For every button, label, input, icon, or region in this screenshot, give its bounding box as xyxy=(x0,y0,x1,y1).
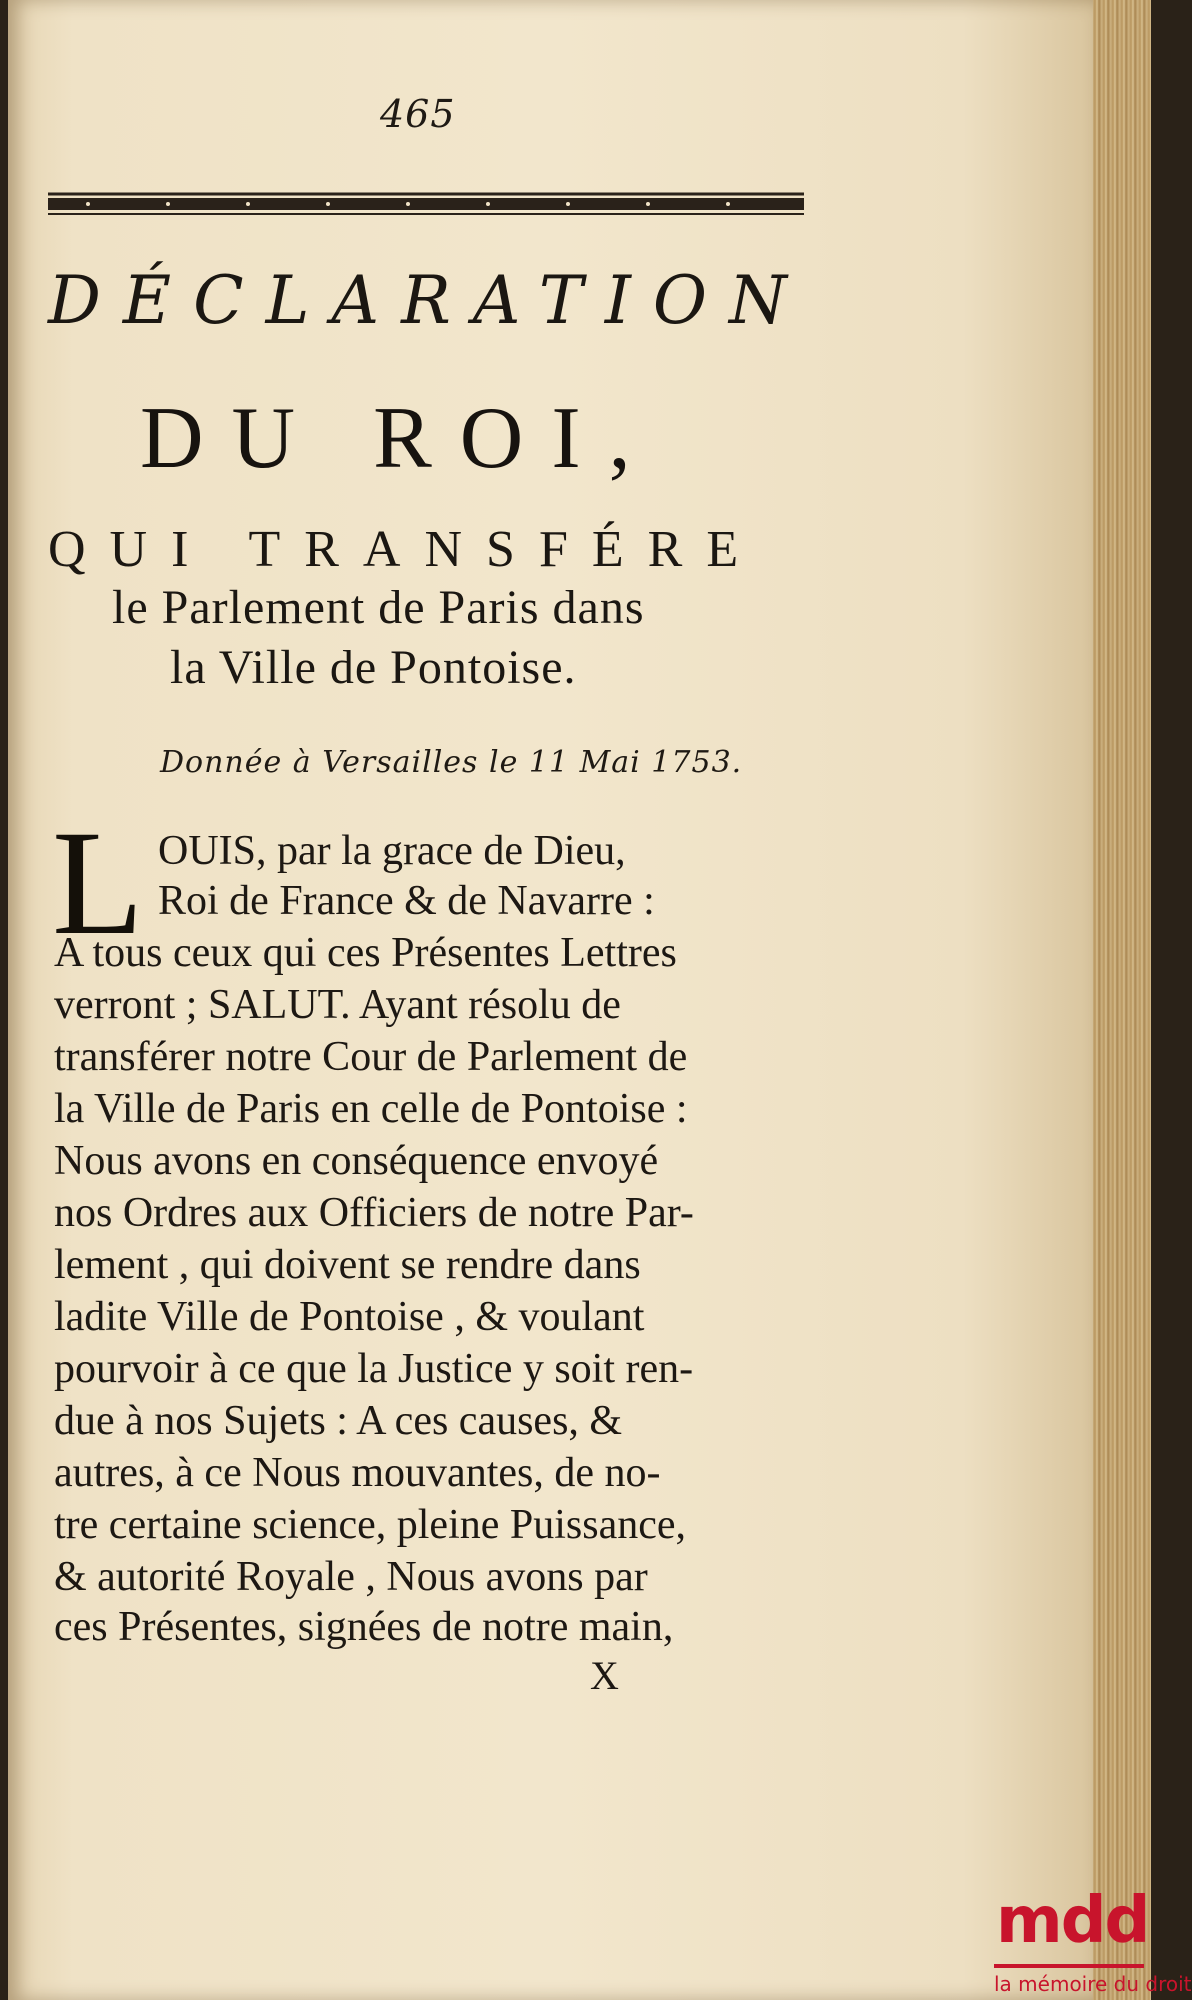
title-line-1: DÉCLARATION xyxy=(48,262,809,339)
body-line: transférer notre Cour de Parlement de xyxy=(54,1034,688,1080)
page-edges xyxy=(1093,0,1151,2000)
body-line: ces Présentes, signées de notre main, xyxy=(54,1604,674,1650)
title-line-4: le Parlement de Paris dans xyxy=(112,581,645,634)
body-line: verront ; SALUT. Ayant résolu de xyxy=(54,982,621,1028)
title-line-3: QUI TRANSFÉRE xyxy=(48,521,763,578)
body-line: & autorité Royale , Nous avons par xyxy=(54,1554,648,1600)
title-line-2: DU ROI, xyxy=(140,390,659,487)
dated-line: Donnée à Versailles le 11 Mai 1753. xyxy=(160,745,743,780)
drop-cap: L xyxy=(52,800,144,966)
title-line-5: la Ville de Pontoise. xyxy=(170,641,577,694)
page-number: 465 xyxy=(380,92,456,136)
body-line: Nous avons en conséquence envoyé xyxy=(54,1138,659,1184)
body-line: tre certaine science, pleine Puissance, xyxy=(54,1502,687,1548)
catchword: X xyxy=(590,1653,619,1698)
body-line: la Ville de Paris en celle de Pontoise : xyxy=(54,1086,688,1132)
body-line: pourvoir à ce que la Justice y soit ren- xyxy=(54,1346,694,1392)
body-line: due à nos Sujets : A ces causes, & xyxy=(54,1398,623,1444)
ornamental-rule xyxy=(48,188,804,218)
body-line: nos Ordres aux Officiers de notre Par- xyxy=(54,1190,694,1236)
body-line: OUIS, par la grace de Dieu, xyxy=(158,828,626,874)
body-line: Roi de France & de Navarre : xyxy=(158,878,655,924)
body-line: autres, à ce Nous mouvantes, de no- xyxy=(54,1450,661,1496)
body-line: ladite Ville de Pontoise , & voulant xyxy=(54,1294,645,1340)
logo-tagline: la mémoire du droit xyxy=(994,1972,1192,1996)
mdd-logo: mdd xyxy=(996,1884,1149,1958)
body-line: A tous ceux qui ces Présentes Lettres xyxy=(54,930,677,976)
logo-underline xyxy=(994,1964,1144,1968)
body-line: lement , qui doivent se rendre dans xyxy=(54,1242,641,1288)
